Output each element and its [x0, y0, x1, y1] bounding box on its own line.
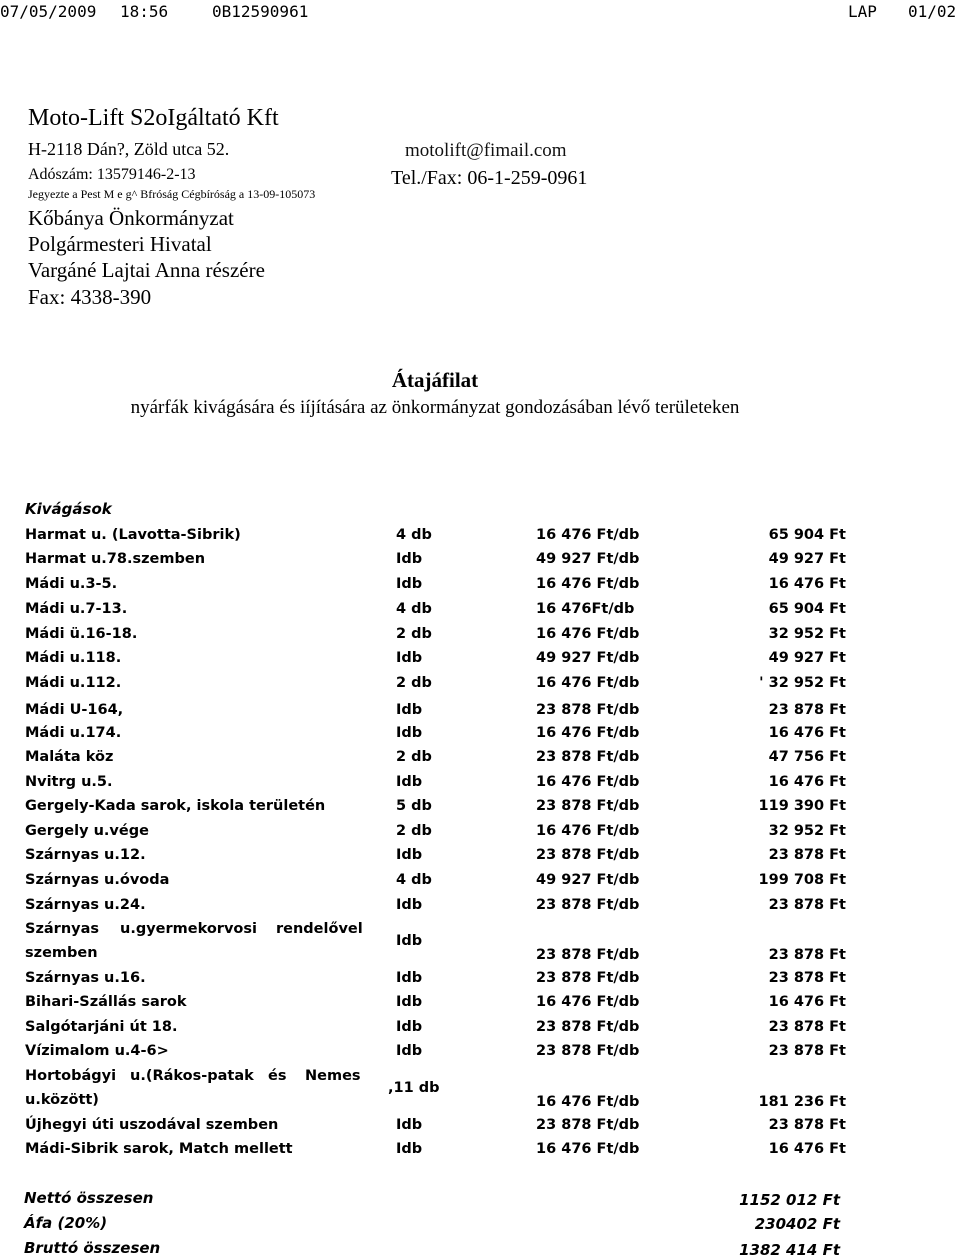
recipient-fax: Fax: 4338-390: [28, 285, 152, 309]
row-quantity: Idb: [396, 847, 423, 863]
row-total: 49 927 Ft: [768, 551, 846, 567]
vat-label: Áfa (20%): [24, 1214, 108, 1232]
table-row: [0, 626, 960, 650]
table-row: [0, 702, 960, 726]
row-location: Gergely u.vége: [25, 823, 149, 839]
row-unit-price: 16 476 Ft/db: [536, 725, 640, 741]
document-subtitle: nyárfák kivágására és iíjítására az önkormányzat gondozásában lévő területeken: [130, 397, 740, 418]
table-row: [0, 1019, 960, 1043]
row-location: Mádi ü.16-18.: [25, 626, 138, 642]
row-unit-price: 23 878 Ft/db: [536, 970, 640, 986]
row-quantity: Idb: [396, 1141, 423, 1157]
table-row: [0, 725, 960, 749]
row-unit-price: 16 476 Ft/db: [536, 1141, 640, 1157]
row-unit-price: 23 878 Ft/db: [536, 749, 640, 765]
row-unit-price: 23 878 Ft/db: [536, 947, 640, 963]
table-row: [0, 847, 960, 871]
row-unit-price: 16 476 Ft/db: [536, 527, 640, 543]
table-row: [0, 994, 960, 1018]
row-location: Mádi u.118.: [25, 650, 122, 666]
row-quantity: 4 db: [396, 527, 432, 543]
row-quantity: 2 db: [396, 626, 432, 642]
row-quantity: Idb: [396, 551, 423, 567]
row-location: Mádi u.174.: [25, 725, 122, 741]
row-quantity: 2 db: [396, 675, 432, 691]
row-unit-price: 49 927 Ft/db: [536, 872, 640, 888]
row-unit-price: 16 476 Ft/db: [536, 823, 640, 839]
gross-total-value: 1382 414 Ft: [739, 1241, 840, 1259]
row-location: Újhegyi úti uszodával szemben: [25, 1117, 279, 1133]
row-total: 16 476 Ft: [768, 725, 846, 741]
row-total: 16 476 Ft: [768, 774, 846, 790]
row-unit-price: 23 878 Ft/db: [536, 1043, 640, 1059]
row-total: 32 952 Ft: [768, 626, 846, 642]
row-quantity: 2 db: [396, 823, 432, 839]
row-location: Harmat u.78.szemben: [25, 551, 206, 567]
row-location-part: u.(Rákos-patak: [130, 1068, 254, 1084]
row-unit-price: 16 476 Ft/db: [536, 626, 640, 642]
row-quantity: Idb: [396, 1019, 423, 1035]
table-row: [0, 897, 960, 921]
table-row: [0, 749, 960, 773]
table-row: [0, 551, 960, 575]
table-row: [0, 798, 960, 822]
row-total: 23 878 Ft: [768, 702, 846, 718]
table-row: [0, 1117, 960, 1141]
row-location: Mádi U-164,: [25, 702, 124, 718]
table-row: [0, 576, 960, 600]
recipient-line-1: Kőbánya Önkormányzat: [28, 206, 234, 230]
row-quantity: ,11 db: [388, 1080, 440, 1096]
row-unit-price: 23 878 Ft/db: [536, 1019, 640, 1035]
fax-page-number: 01/02: [908, 2, 957, 21]
row-total: 16 476 Ft: [768, 576, 846, 592]
row-total: 23 878 Ft: [768, 1019, 846, 1035]
row-total: 23 878 Ft: [768, 847, 846, 863]
row-total: 47 756 Ft: [768, 749, 846, 765]
table-row: [0, 1043, 960, 1067]
row-quantity: Idb: [396, 1117, 423, 1133]
row-total: 23 878 Ft: [768, 1117, 846, 1133]
document-title: Átajáfilat: [391, 368, 479, 392]
fax-lap-label: LAP: [848, 2, 877, 21]
row-location-part: Szárnyas: [25, 921, 100, 937]
row-location: Harmat u. (Lavotta-Sibrik): [25, 527, 241, 543]
row-unit-price: 16 476 Ft/db: [536, 774, 640, 790]
row-unit-price: 16 476 Ft/db: [536, 576, 640, 592]
row-location: Nvitrg u.5.: [25, 774, 113, 790]
row-quantity: 5 db: [396, 798, 432, 814]
row-quantity: Idb: [396, 933, 423, 949]
row-location: Mádi u.3-5.: [25, 576, 118, 592]
row-unit-price: 23 878 Ft/db: [536, 897, 640, 913]
table-row: [0, 1141, 960, 1165]
row-quantity: Idb: [396, 897, 423, 913]
row-location: Mádi-Sibrik sarok, Match mellett: [25, 1141, 293, 1157]
row-quantity: Idb: [396, 1043, 423, 1059]
row-location: Bihari-Szállás sarok: [25, 994, 187, 1010]
row-quantity: Idb: [396, 702, 423, 718]
row-location: Maláta köz: [25, 749, 114, 765]
table-row: [0, 872, 960, 896]
row-total: 199 708 Ft: [758, 872, 846, 888]
row-location-part: Nemes: [305, 1068, 361, 1084]
row-quantity: 4 db: [396, 872, 432, 888]
row-location: Gergely-Kada sarok, iskola területén: [25, 798, 326, 814]
row-quantity: Idb: [396, 970, 423, 986]
sender-phone-fax: Tel./Fax: 06-1-259-0961: [391, 167, 588, 189]
row-location-part: u.között): [25, 1092, 99, 1108]
row-location-part: rendelővel: [276, 921, 363, 937]
row-total: 23 878 Ft: [768, 970, 846, 986]
fax-id: 0B12590961: [212, 2, 309, 21]
row-unit-price: 16 476Ft/db: [536, 601, 635, 617]
sender-company: Moto-Lift S2oIgáltató Kft: [28, 105, 279, 131]
table-row: [0, 774, 960, 798]
sender-registry: Jegyezte a Pest M e g^ Bfróság Cégbíróság a 13-09-105073: [28, 187, 316, 201]
row-location-part: és: [268, 1068, 287, 1084]
row-quantity: Idb: [396, 725, 423, 741]
row-location-part: u.gyermekorvosi: [120, 921, 257, 937]
row-location: Szárnyas u.24.: [25, 897, 146, 913]
row-total: ' 32 952 Ft: [759, 675, 846, 691]
row-quantity: 2 db: [396, 749, 432, 765]
table-row: [0, 675, 960, 699]
fax-time: 18:56: [120, 2, 169, 21]
row-unit-price: 23 878 Ft/db: [536, 1117, 640, 1133]
vat-value: 230402 Ft: [754, 1215, 840, 1233]
row-total: 16 476 Ft: [768, 1141, 846, 1157]
row-quantity: Idb: [396, 650, 423, 666]
row-location: Vízimalom u.4-6>: [25, 1043, 169, 1059]
net-total-value: 1152 012 Ft: [739, 1191, 840, 1209]
row-total: 119 390 Ft: [758, 798, 846, 814]
row-quantity: Idb: [396, 774, 423, 790]
table-row: [0, 1068, 960, 1116]
row-total: 23 878 Ft: [768, 947, 846, 963]
row-location-part: Hortobágyi: [25, 1068, 117, 1084]
row-total: 23 878 Ft: [768, 1043, 846, 1059]
row-total: 65 904 Ft: [768, 601, 846, 617]
row-unit-price: 49 927 Ft/db: [536, 650, 640, 666]
row-unit-price: 16 476 Ft/db: [536, 1094, 640, 1110]
row-unit-price: 23 878 Ft/db: [536, 798, 640, 814]
fax-date: 07/05/2009: [0, 2, 97, 21]
section-label: Kivágások: [25, 500, 112, 518]
net-total-label: Nettó összesen: [24, 1189, 154, 1207]
row-quantity: Idb: [396, 576, 423, 592]
row-location: Mádi u.112.: [25, 675, 122, 691]
row-total: 16 476 Ft: [768, 994, 846, 1010]
sender-tax-number: Adószám: 13579146-2-13: [28, 166, 196, 183]
row-total: 23 878 Ft: [768, 897, 846, 913]
row-location: Szárnyas u.óvoda: [25, 872, 170, 888]
table-row: [0, 527, 960, 551]
table-row: [0, 601, 960, 625]
row-total: 32 952 Ft: [768, 823, 846, 839]
row-location-part: szemben: [25, 945, 98, 961]
row-unit-price: 16 476 Ft/db: [536, 994, 640, 1010]
row-location: Salgótarjáni út 18.: [25, 1019, 178, 1035]
row-location: Mádi u.7-13.: [25, 601, 128, 617]
table-row: [0, 823, 960, 847]
row-quantity: 4 db: [396, 601, 432, 617]
row-total: 181 236 Ft: [758, 1094, 846, 1110]
row-location: Szárnyas u.12.: [25, 847, 146, 863]
table-row: [0, 921, 960, 969]
row-total: 49 927 Ft: [768, 650, 846, 666]
row-quantity: Idb: [396, 994, 423, 1010]
row-unit-price: 23 878 Ft/db: [536, 702, 640, 718]
row-total: 65 904 Ft: [768, 527, 846, 543]
gross-total-label: Bruttó összesen: [24, 1239, 161, 1257]
row-unit-price: 16 476 Ft/db: [536, 675, 640, 691]
table-row: [0, 970, 960, 994]
sender-email: motolift@fimail.com: [405, 140, 567, 161]
sender-address: H-2118 Dán?, Zöld utca 52.: [28, 139, 230, 159]
recipient-line-3: Vargáné Lajtai Anna részére: [28, 258, 265, 282]
row-unit-price: 23 878 Ft/db: [536, 847, 640, 863]
row-location: Szárnyas u.16.: [25, 970, 146, 986]
recipient-line-2: Polgármesteri Hivatal: [28, 232, 212, 256]
row-unit-price: 49 927 Ft/db: [536, 551, 640, 567]
table-row: [0, 650, 960, 674]
